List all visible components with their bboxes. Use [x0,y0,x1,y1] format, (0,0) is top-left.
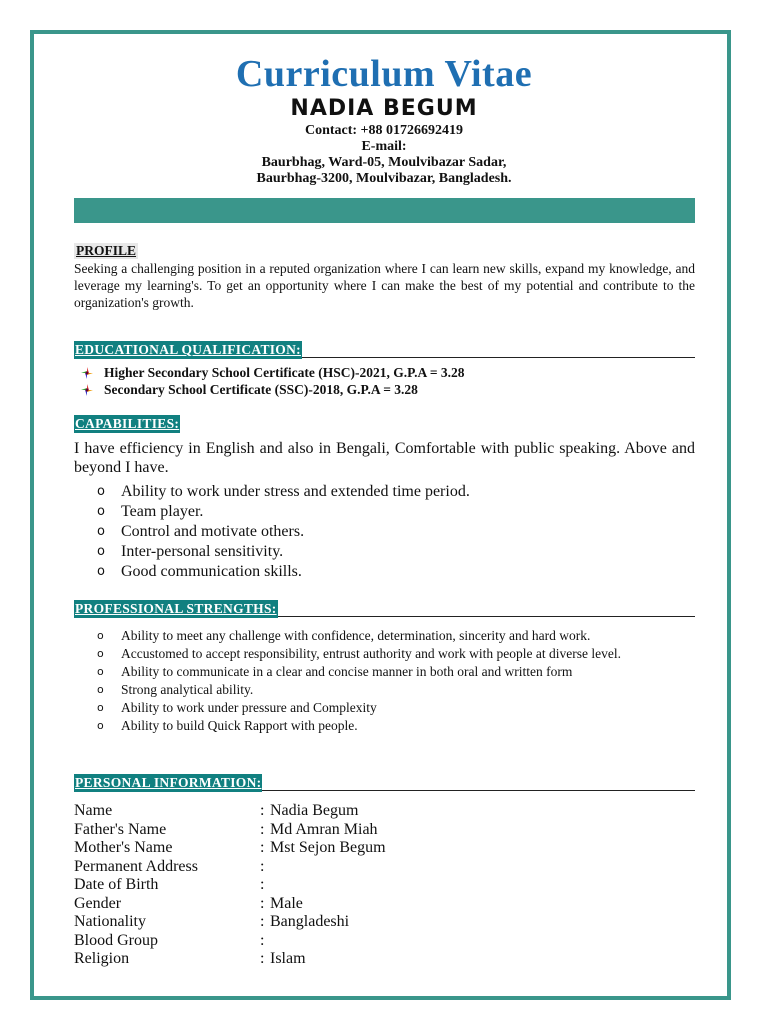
circle-bullet-icon: o [97,629,104,642]
row-value: Nadia Begum [270,802,359,819]
table-row [74,913,695,932]
candidate-name: NADIA BEGUM [290,96,478,121]
row-value: Bangladeshi [270,913,350,930]
list-item-text: Ability to meet any challenge with confidence, determination, sincerity and hard work. [121,628,591,643]
row-colon: : [260,857,265,875]
capabilities-section [74,413,695,582]
list-item-text: Strong analytical ability. [121,682,254,697]
circle-bullet-icon: o [97,544,105,559]
list-item [74,502,695,522]
education-heading: EDUCATIONAL QUALIFICATION: [75,342,301,357]
capabilities-heading: CAPABILITIES: [75,416,180,431]
table-row [74,876,695,895]
colorful-bullet-icon [80,383,94,397]
capabilities-intro: I have efficiency in English and also in Bengali, Comfortable with public speaking. Above and beyond I have. [74,440,695,476]
list-item [74,645,695,663]
profile-text: Seeking a challenging position in a reputed organization where I can learn new skills, expand my knowledge, and leverage my learning's. To get an opportunity where I can make the best of my potential and contribute to the organization's growth. [74,261,695,310]
profile-heading: PROFILE [76,243,137,258]
list-item-text: Ability to work under pressure and Complexity [121,700,377,715]
address-line-2: Baurbhag-3200, Moulvibazar, Bangladesh. [256,171,512,186]
education-list [74,364,695,398]
education-item [74,364,695,381]
circle-bullet-icon: o [97,719,104,732]
row-colon: : [260,876,265,893]
list-item-text: Ability to build Quick Rapport with people. [121,718,358,733]
address-line-1: Baurbhag, Ward-05, Moulvibazar Sadar, [261,155,507,170]
row-value: Islam [270,950,306,967]
row-label: Mother's Name [74,839,173,856]
row-label: Gender [74,894,122,912]
education-heading-rule [74,339,695,358]
table-row [74,839,695,858]
education-item-text: Secondary School Certificate (SSC)-2018, G.P.A = 3.28 [104,382,418,397]
row-colon: : [260,839,265,856]
list-item-text: Good communication skills. [121,563,302,580]
row-colon: : [260,894,265,912]
personal-section [74,772,695,969]
table-row [74,895,695,914]
education-section [74,339,695,398]
strengths-heading-rule [74,598,695,617]
row-colon: : [260,931,265,949]
row-label: Religion [74,950,130,967]
row-value: Md Amran Miah [270,820,378,838]
row-value: Mst Sejon Begum [270,839,386,856]
list-item [74,717,695,735]
row-colon: : [260,913,265,930]
table-row [74,932,695,951]
email-line: E-mail: [361,139,407,154]
circle-bullet-icon: o [97,701,104,714]
row-colon: : [260,950,265,967]
table-row [74,950,695,969]
personal-heading-rule [74,772,695,791]
row-label: Name [74,802,113,819]
row-label: Nationality [74,913,146,930]
list-item [74,663,695,681]
circle-bullet-icon: o [97,504,105,519]
list-item-text: Ability to communicate in a clear and concise manner in both oral and written form [121,664,573,679]
strengths-section [74,598,695,735]
strengths-heading: PROFESSIONAL STRENGTHS: [75,601,277,616]
personal-info-table [74,802,695,969]
list-item [74,681,695,699]
row-label: Father's Name [74,820,167,838]
circle-bullet-icon: o [97,665,104,678]
list-item [74,522,695,542]
list-item-text: Accustomed to accept responsibility, entrust authority and work with people at diverse level. [121,646,621,661]
list-item [74,562,695,582]
capabilities-heading-rule [74,413,695,431]
table-row [74,858,695,877]
row-label: Date of Birth [74,876,159,893]
table-row [74,802,695,821]
colorful-bullet-icon [80,366,94,380]
circle-bullet-icon: o [97,484,105,499]
row-label: Blood Group [74,931,158,949]
contact-line: Contact: +88 01726692419 [304,123,464,138]
personal-heading: PERSONAL INFORMATION: [75,775,262,790]
strengths-list [74,627,695,735]
table-row [74,821,695,840]
capabilities-list [74,482,695,582]
circle-bullet-icon: o [97,683,104,696]
list-item [74,627,695,645]
profile-section [74,240,695,311]
list-item [74,542,695,562]
row-label: Permanent Address [74,857,198,875]
document-title: Curriculum Vitae [235,53,533,95]
circle-bullet-icon: o [97,564,105,579]
row-colon: : [260,802,265,819]
list-item-text: Inter-personal sensitivity. [121,543,284,560]
education-item-text: Higher Secondary School Certificate (HSC)-2021, G.P.A = 3.28 [104,365,465,380]
row-colon: : [260,820,265,838]
list-item-text: Control and motivate others. [121,523,305,540]
education-item [74,381,695,398]
list-item-text: Ability to work under stress and extended time period. [121,483,470,500]
row-value: Male [270,894,303,912]
header-divider-bar [74,198,695,223]
circle-bullet-icon: o [97,647,104,660]
circle-bullet-icon: o [97,524,105,539]
list-item [74,482,695,502]
list-item [74,699,695,717]
list-item-text: Team player. [121,503,204,520]
